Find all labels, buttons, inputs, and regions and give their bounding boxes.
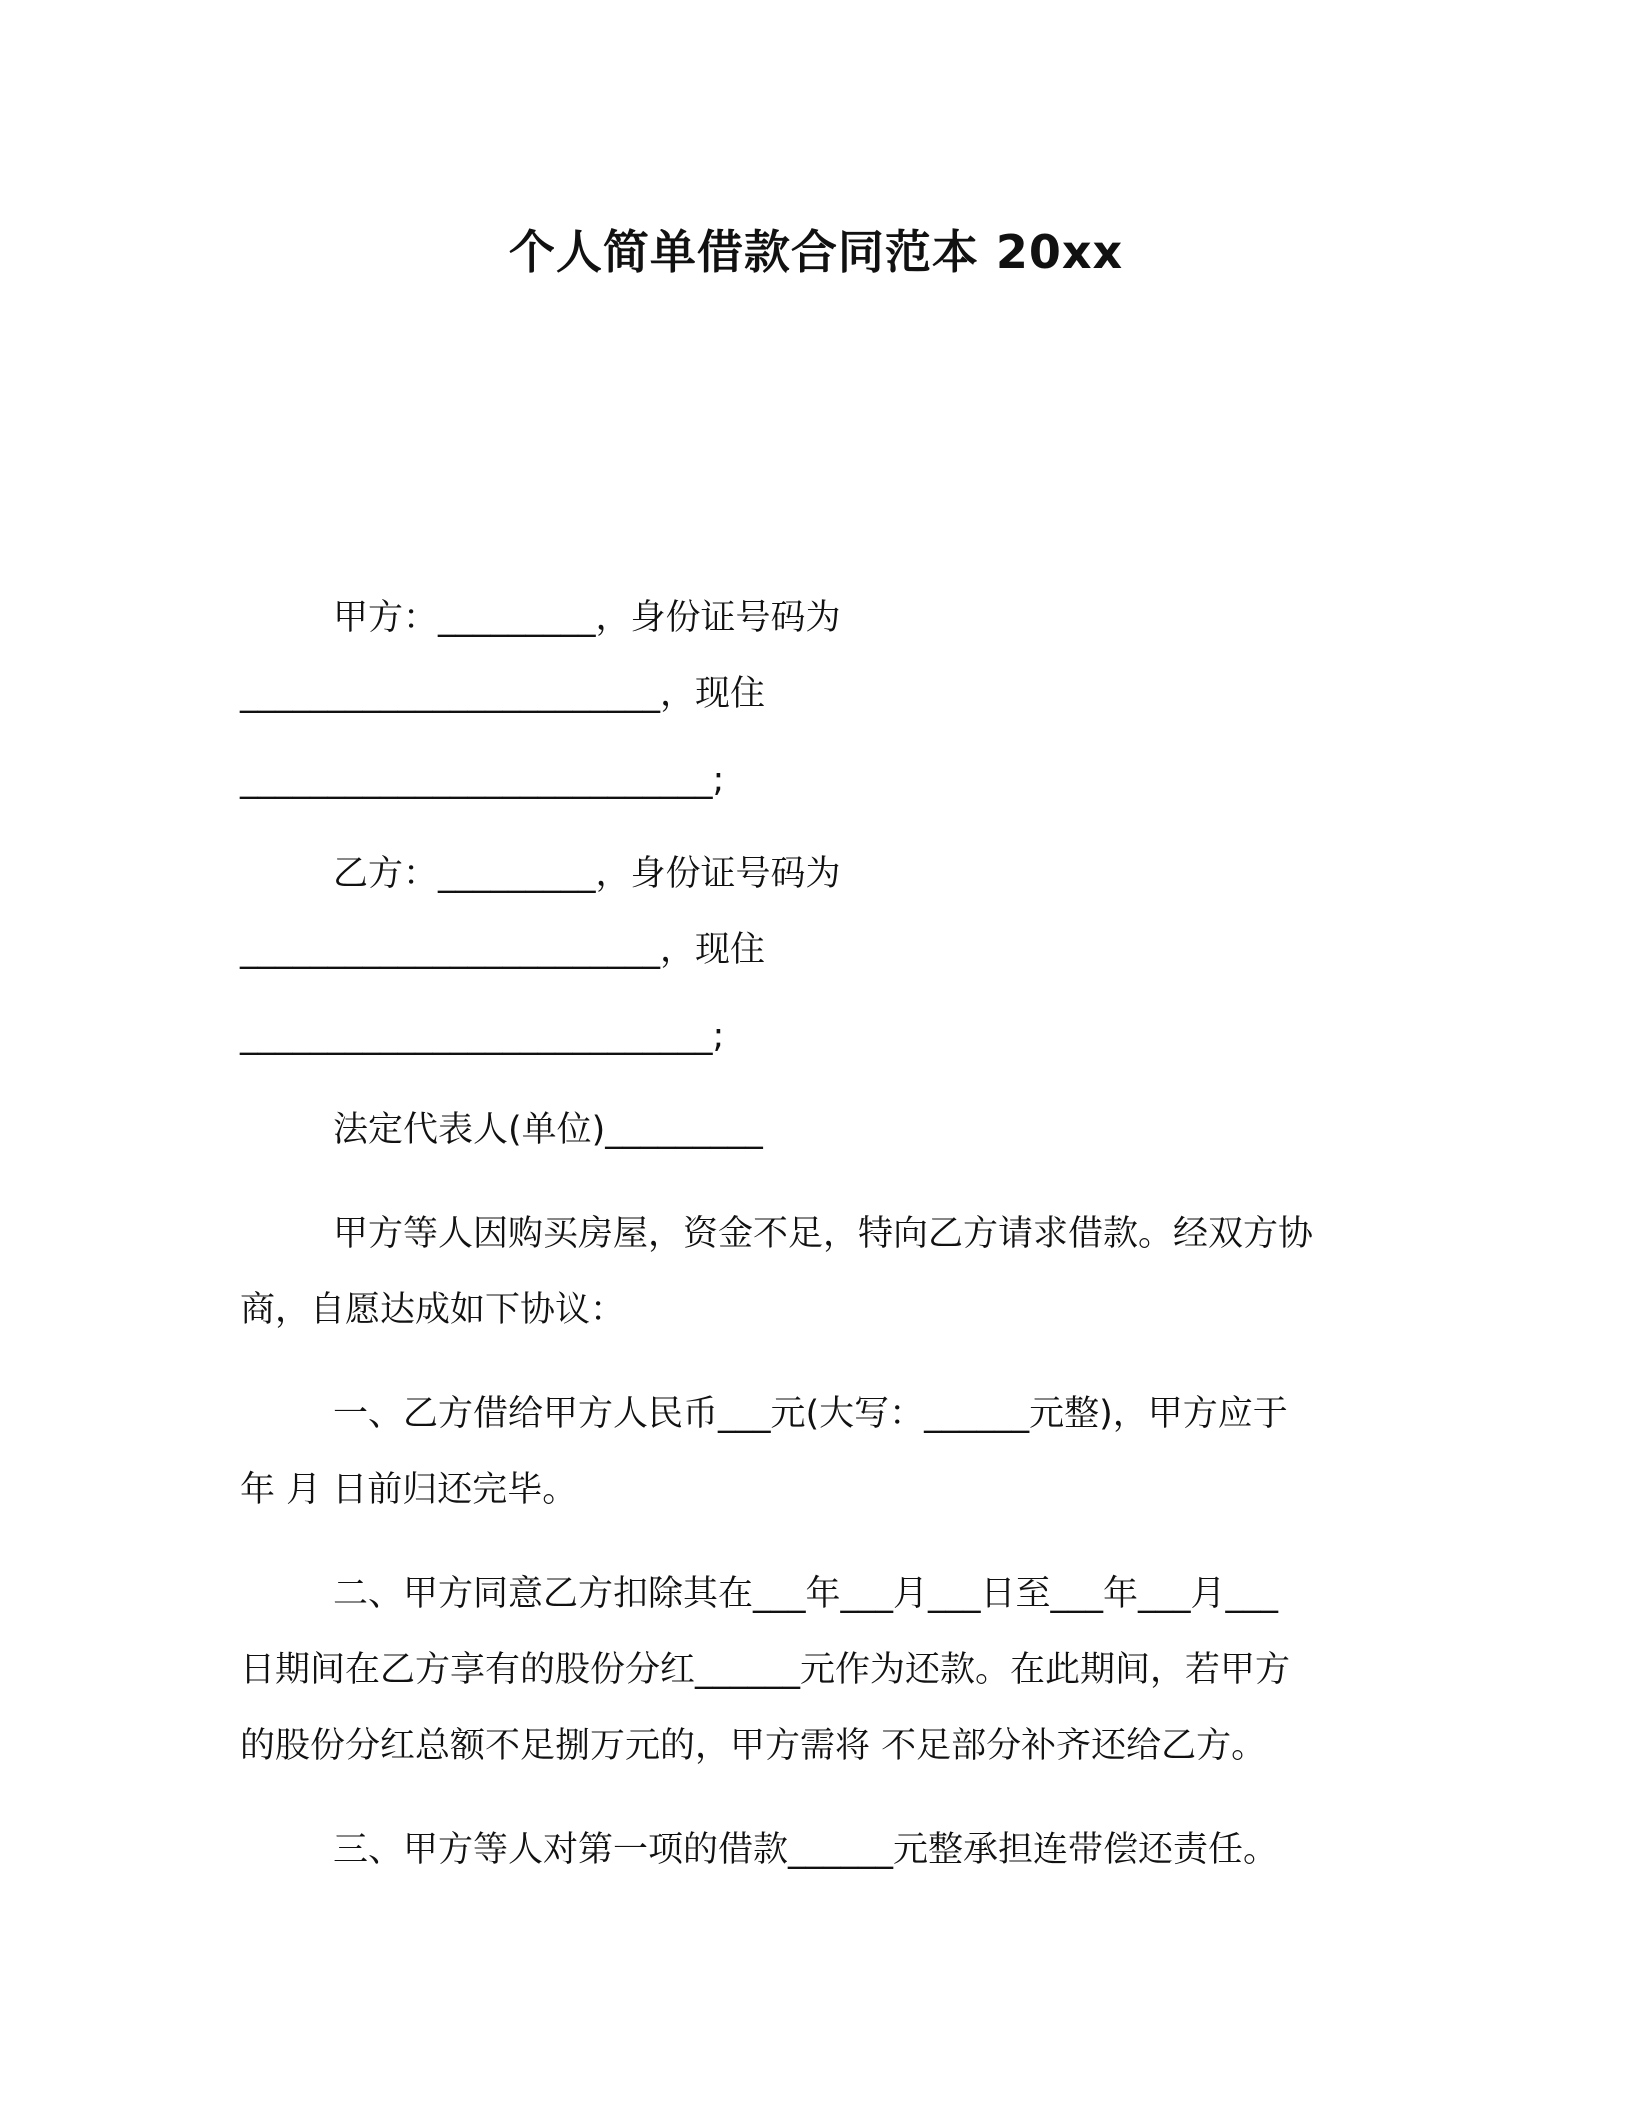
- party-a-id-line: ________________________，现住: [240, 674, 766, 714]
- party-a-address-line: ___________________________;: [240, 760, 725, 800]
- clause-2-line-3: 的股份分红总额不足捌万元的，甲方需将 不足部分补齐还给乙方。: [240, 1726, 1267, 1766]
- preamble-line-2: 商，自愿达成如下协议：: [240, 1290, 626, 1330]
- legal-representative-line: 法定代表人(单位)_________: [333, 1110, 763, 1150]
- preamble-line-1: 甲方等人因购买房屋，资金不足，特向乙方请求借款。经双方协: [333, 1214, 1314, 1254]
- party-b-name-line: 乙方：_________，身份证号码为: [333, 854, 841, 894]
- party-b-id-line: ________________________，现住: [240, 930, 766, 970]
- clause-3-line-1: 三、甲方等人对第一项的借款______元整承担连带偿还责任。: [333, 1830, 1279, 1870]
- document-title: 个人简单借款合同范本 20xx: [508, 225, 1124, 279]
- clause-2-line-2: 日期间在乙方享有的股份分红______元作为还款。在此期间，若甲方: [240, 1650, 1291, 1690]
- clause-1-line-1: 一、乙方借给甲方人民币___元(大写：______元整)，甲方应于: [333, 1394, 1288, 1434]
- clause-2-line-1: 二、甲方同意乙方扣除其在___年___月___日至___年___月___: [333, 1574, 1279, 1614]
- party-b-address-line: ___________________________;: [240, 1016, 725, 1056]
- clause-1-line-2: 年 月 日前归还完毕。: [240, 1470, 578, 1510]
- party-a-name-line: 甲方：_________，身份证号码为: [333, 598, 841, 638]
